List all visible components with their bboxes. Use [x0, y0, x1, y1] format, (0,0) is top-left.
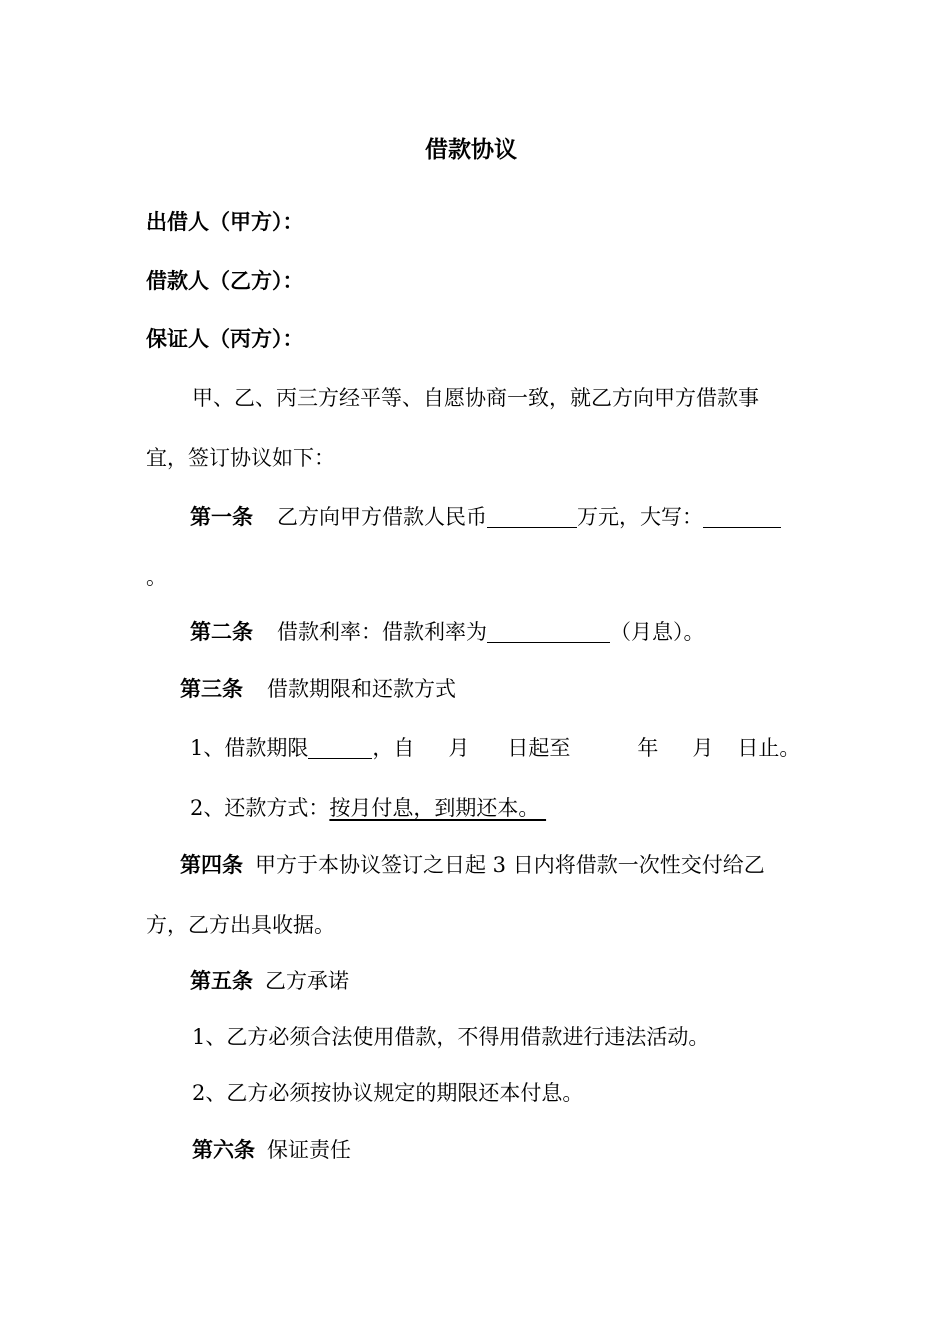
article-1-text-b: 万元，大写：: [577, 505, 703, 529]
loan-term-label: 1、借款期限: [190, 736, 309, 760]
article-3-item-2: [190, 794, 546, 822]
borrower-line: 借款人（乙方）：: [146, 269, 304, 293]
article-6-text: 保证责任: [267, 1138, 351, 1162]
article-3-text: 借款期限和还款方式: [267, 677, 456, 701]
preamble-line-1: 甲、乙、丙三方经平等、自愿协商一致，就乙方向甲方借款事: [192, 386, 759, 410]
article-2-text: 借款利率：借款利率为: [277, 620, 487, 644]
repayment-label: 2、还款方式：: [190, 796, 330, 820]
article-3-heading: 第三条: [180, 677, 243, 701]
repayment-method: 按月付息，到期还本。: [329, 796, 547, 820]
interest-rate-blank: [487, 620, 610, 643]
amount-blank: [487, 505, 577, 528]
article-5-item-2: 2、乙方必须按协议规定的期限还本付息。: [192, 1081, 584, 1105]
month-label-2: 月: [692, 736, 714, 760]
article-4-text: 甲方于本协议签订之日起 3 日内将借款一次性交付给乙: [255, 853, 765, 877]
article-1-tail: 。: [146, 565, 167, 589]
article-4-heading: 第四条: [180, 853, 243, 877]
article-5-heading: 第五条: [190, 969, 253, 993]
article-6-heading: 第六条: [192, 1138, 255, 1162]
year-label: 年: [637, 736, 659, 760]
guarantor-line: 保证人（丙方）：: [146, 327, 304, 351]
article-5: [190, 967, 349, 995]
article-5-text: 乙方承诺: [265, 969, 349, 993]
preamble-line-2: 宜，签订协议如下：: [146, 446, 335, 470]
day-end-label: 日止。: [737, 736, 801, 760]
article-1-heading: 第一条: [190, 505, 253, 529]
article-2-text-b: （月息）。: [610, 620, 705, 644]
article-5-item-1: 1、乙方必须合法使用借款，不得用借款进行违法活动。: [192, 1025, 710, 1049]
article-1-text: 乙方向甲方借款人民币: [277, 505, 487, 529]
from-label: ，自: [372, 736, 415, 760]
lender-line: 出借人（甲方）：: [146, 210, 304, 234]
article-4-line-2: 方，乙方出具收据。: [146, 913, 335, 937]
day-to-label: 日起至: [507, 736, 571, 760]
article-1: [190, 503, 781, 531]
document-title: 借款协议: [425, 137, 517, 163]
article-6: [192, 1136, 351, 1164]
amount-words-blank: [703, 505, 781, 528]
article-3: [180, 675, 456, 703]
article-2-heading: 第二条: [190, 620, 253, 644]
loan-term-blank: [308, 736, 372, 759]
month-label-1: 月: [448, 736, 470, 760]
article-3-item-1: [190, 734, 800, 762]
article-2: [190, 618, 705, 646]
article-4: [180, 851, 765, 879]
